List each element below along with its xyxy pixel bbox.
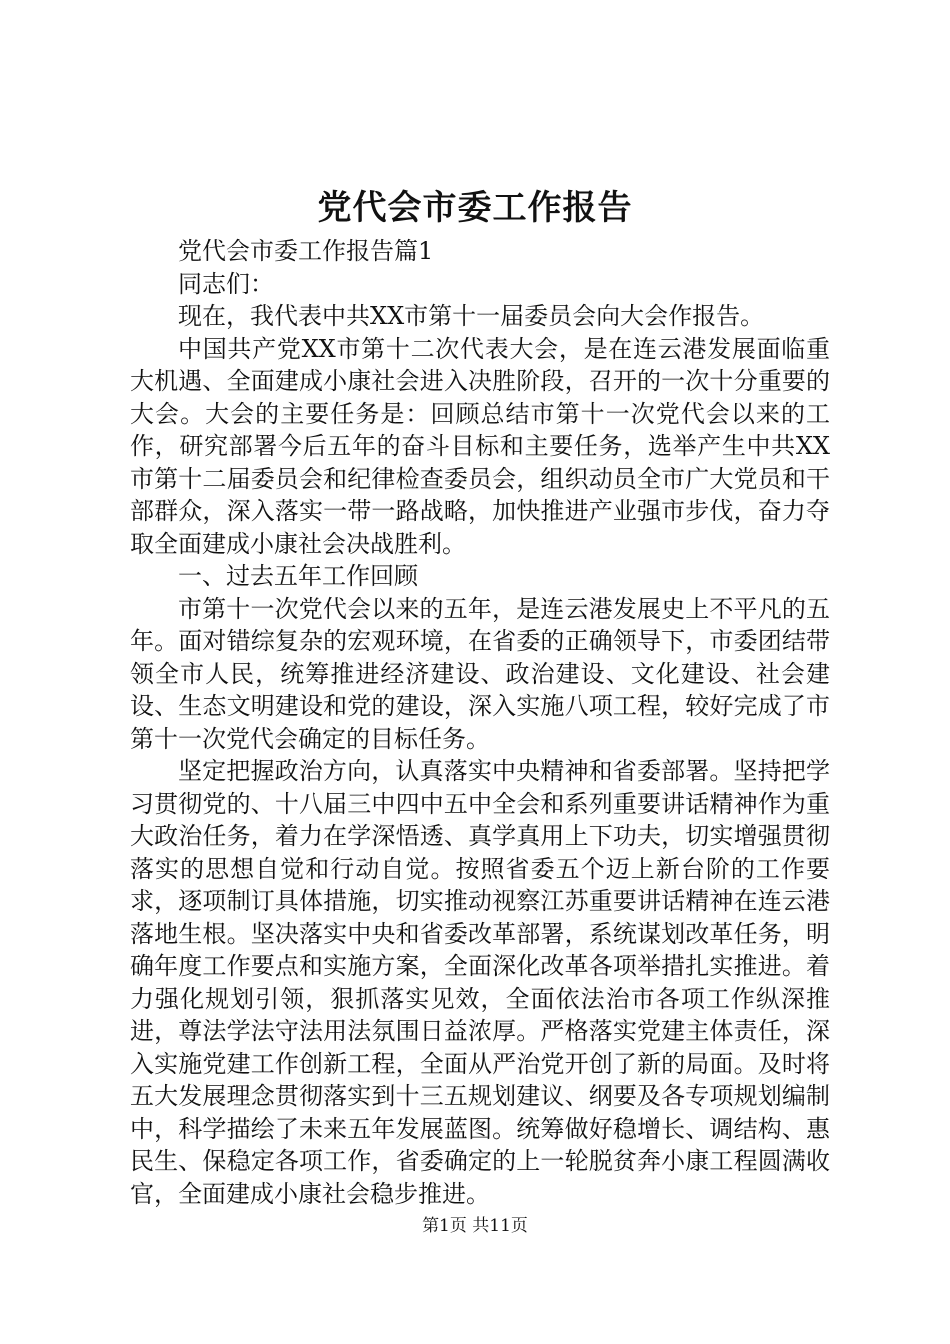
section-heading: 一、过去五年工作回顾 [178,562,418,590]
paragraph-political-direction: 坚定把握政治方向，认真落实中央精神和省委部署。坚持把学习贯彻党的、十八届三中四中五中全会和系列重要讲话精神作为重大政治任务，着力在学深悟透、真学真用上下功夫，切实增强贯彻落实的思想自觉和行动自觉。按照省委五个迈上新台阶的工作要求，逐项制订具体措施，切实推动视察江苏重要讲话精神在连云港落地生根。坚决落实中央和省委改革部署，系统谋划改革任务，明确年度工作要点和实施方案，全面深化改革各项举措扎实推进。着力强化规划引领，狠抓落实见效，全面依法治市各项工作纵深推进，尊法学法守法用法氛围日益浓厚。严格落实党建主体责任，深入实施党建工作创新工程，全面从严治党开创了新的局面。及时将五大发展理念贯彻落实到十三五规划建议、纲要及各专项规划编制中，科学描绘了未来五年发展蓝图。统筹做好稳增长、调结构、惠民生、保稳定各项工作，省委确定的上一轮脱贫奔小康工程圆满收官，全面建成小康社会稳步推进。 [130,757,830,1208]
paragraph-salutation: 同志们： [178,269,274,298]
paragraph-subtitle: 党代会市委工作报告篇1 [178,237,434,265]
paragraph-congress-overview: 中国共产党XX市第十二次代表大会，是在连云港发展面临重大机遇、全面建成小康社会进入决胜阶段，召开的一次十分重要的大会。大会的主要任务是：回顾总结市第十一次党代会以来的工作，研究部署今后五年的奋斗目标和主要任务，选举产生中共XX市第十二届委员会和纪律检查委员会，组织动员全市广大党员和干部群众，深入落实一带一路战略，加快推进产业强市步伐，奋力夺取全面建成小康社会决战胜利。 [130,334,830,558]
document-body [130,235,830,1210]
page-number-footer: 第1页 共11页 [422,1216,528,1236]
paragraph-opening: 现在，我代表中共XX市第十一届委员会向大会作报告。 [178,302,765,330]
document-title: 党代会市委工作报告 [317,188,633,228]
paragraph-review: 市第十一次党代会以来的五年，是连云港发展史上不平凡的五年。面对错综复杂的宏观环境，在省委的正确领导下，市委团结带领全市人民，统筹推进经济建设、政治建设、文化建设、社会建设、生态文明建设和党的建设，深入实施八项工程，较好完成了市第十一次党代会确定的目标任务。 [130,594,830,753]
